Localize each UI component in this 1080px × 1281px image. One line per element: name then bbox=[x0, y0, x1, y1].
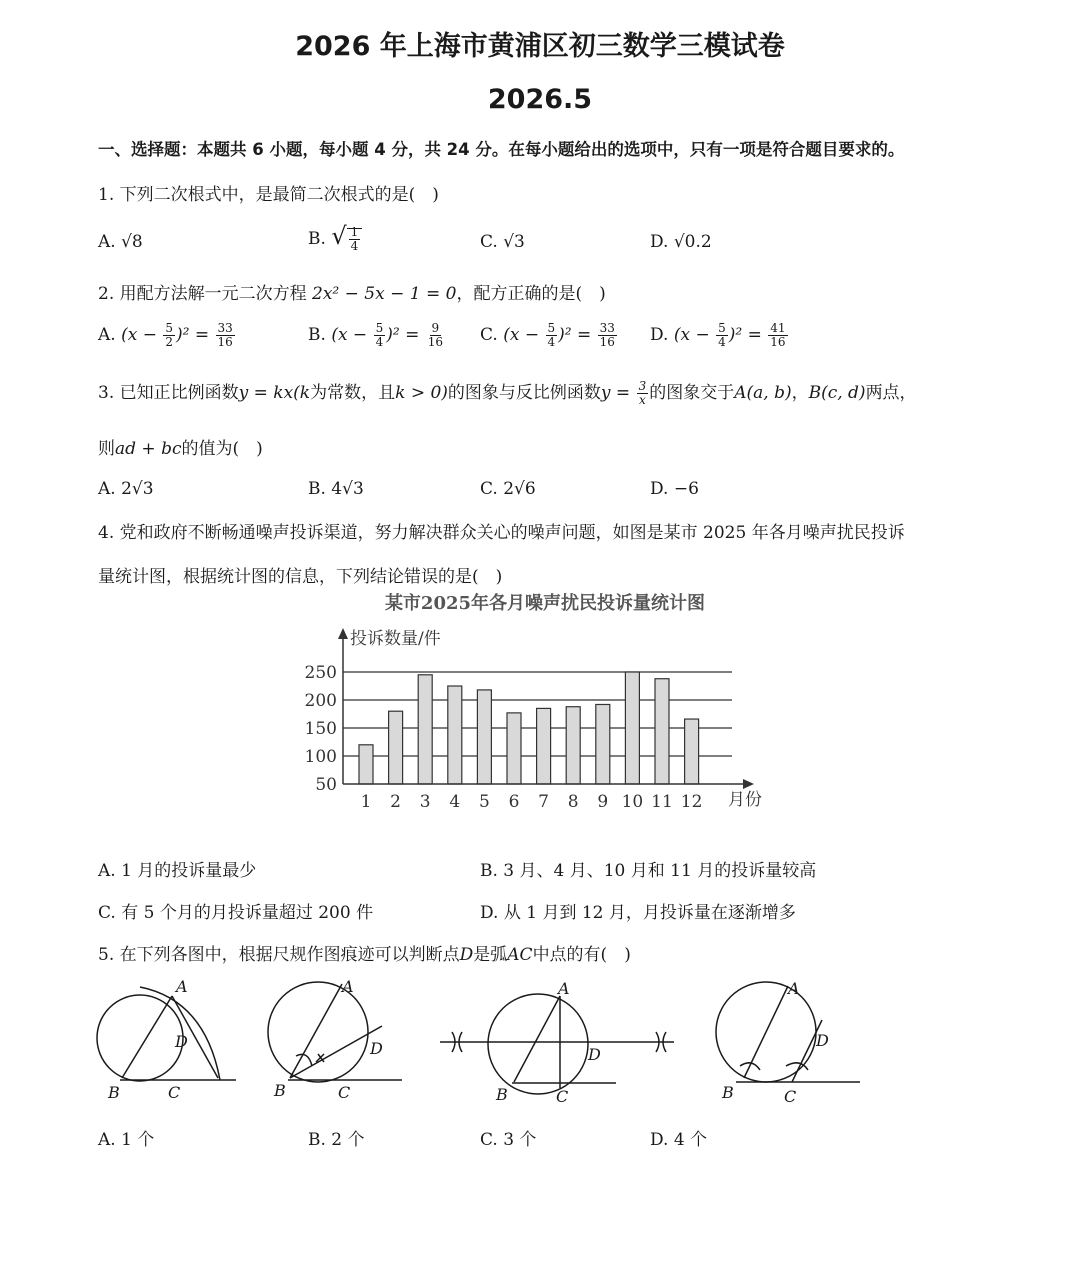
label-d: D bbox=[588, 1045, 601, 1064]
option-label: C. bbox=[480, 325, 498, 345]
q1-option-b bbox=[308, 222, 362, 253]
label-a: A bbox=[788, 979, 800, 998]
chart-title: 某市2025年各月噪声扰民投诉量统计图 bbox=[384, 593, 706, 614]
q5-math: AC bbox=[507, 945, 533, 965]
q4-option-c: C. 有 5 个月的月投诉量超过 200 件 bbox=[98, 903, 374, 923]
x-axis-arrow bbox=[743, 779, 754, 789]
bar bbox=[655, 679, 669, 784]
q3-option-b: B. 4√3 bbox=[308, 479, 364, 499]
q4-option-d: D. 从 1 月到 12 月，月投诉量在逐渐增多 bbox=[480, 903, 796, 923]
label-b: B bbox=[108, 1083, 120, 1102]
bar bbox=[537, 708, 551, 784]
x-tick-label: 3 bbox=[419, 792, 431, 812]
chord-ab bbox=[514, 996, 560, 1082]
option-expr: (x − bbox=[503, 325, 545, 345]
x-tick-label: 1 bbox=[360, 792, 372, 812]
q2-option-d bbox=[650, 322, 789, 349]
question-3-line2 bbox=[98, 434, 263, 459]
q2-option-a bbox=[98, 322, 236, 349]
inner-fraction bbox=[546, 322, 558, 349]
figure-2 bbox=[268, 977, 402, 1102]
option-expr: (x − bbox=[673, 325, 716, 345]
bar bbox=[359, 745, 373, 784]
option-expr: (x − bbox=[331, 325, 373, 345]
page-title: 2026 年上海市黄浦区初三数学三模试卷 bbox=[295, 31, 785, 62]
rhs-fraction bbox=[598, 322, 617, 349]
bar bbox=[418, 675, 432, 784]
frac-num: 1 bbox=[350, 225, 359, 239]
x-tick-label: 6 bbox=[508, 792, 520, 812]
x-tick-label: 4 bbox=[449, 792, 461, 812]
frac-num: 5 bbox=[718, 321, 726, 335]
option-expr: )² = bbox=[558, 325, 597, 345]
chord-ab bbox=[744, 986, 788, 1078]
frac-num: 3 bbox=[638, 379, 647, 393]
rhs-fraction bbox=[216, 322, 235, 349]
label-c: C bbox=[168, 1083, 181, 1102]
frac-num: 5 bbox=[547, 321, 556, 335]
question-2-stem bbox=[98, 279, 606, 304]
exam-date: 2026.5 bbox=[487, 84, 593, 115]
y-tick-label: 150 bbox=[304, 719, 337, 739]
y-tick-label: 200 bbox=[304, 691, 337, 711]
q2-option-b bbox=[308, 322, 446, 349]
question-4-line1: 4. 党和政府不断畅通噪声投诉渠道，努力解决群众关心的噪声问题，如图是某市 2025 年各月噪声扰民投诉 bbox=[98, 523, 905, 543]
option-expr: (x − bbox=[121, 325, 163, 345]
rhs-fraction bbox=[768, 322, 787, 349]
frac-den: 4 bbox=[718, 335, 726, 349]
label-c: C bbox=[338, 1083, 351, 1102]
q1-b-radicand bbox=[347, 225, 363, 253]
bar bbox=[507, 713, 521, 784]
y-tick-label: 50 bbox=[315, 775, 337, 795]
label-a: A bbox=[342, 977, 354, 996]
frac-num: 9 bbox=[431, 321, 440, 335]
y-tick-label: 100 bbox=[304, 747, 337, 767]
ray-cd bbox=[792, 1020, 822, 1082]
bar bbox=[389, 711, 403, 784]
q3-math: k > 0) bbox=[395, 383, 448, 403]
circle bbox=[268, 982, 368, 1082]
q3-fraction bbox=[637, 380, 649, 407]
label-d: D bbox=[370, 1039, 383, 1058]
sqrt-sign: √ bbox=[331, 222, 347, 250]
q5-text: 5. 在下列各图中，根据尺规作图痕迹可以判断点 bbox=[98, 945, 460, 965]
option-label: A. bbox=[98, 325, 116, 345]
rhs-fraction bbox=[426, 322, 445, 349]
frac-den: 16 bbox=[599, 335, 615, 349]
label-b: B bbox=[722, 1083, 734, 1102]
x-tick-label: 10 bbox=[621, 792, 644, 812]
inner-fraction bbox=[374, 322, 386, 349]
question-1-stem: 1. 下列二次根式中，是最简二次根式的是( ) bbox=[98, 185, 439, 205]
x-tick-label: 7 bbox=[538, 792, 550, 812]
inner-fraction bbox=[163, 322, 175, 349]
frac-num: 41 bbox=[770, 321, 786, 335]
q5-text: 是弧 bbox=[473, 945, 508, 965]
q3-text: 的图象交于 bbox=[649, 383, 735, 403]
label-b: B bbox=[496, 1085, 508, 1104]
x-tick-label: 12 bbox=[680, 792, 703, 812]
q1-option-c: C. √3 bbox=[480, 232, 525, 252]
q4-option-a: A. 1 月的投诉量最少 bbox=[98, 861, 257, 881]
bar bbox=[448, 686, 462, 784]
chart-xlabel: 月份 bbox=[728, 790, 762, 810]
label-c: C bbox=[784, 1087, 797, 1106]
q5-option-a: A. 1 个 bbox=[98, 1130, 155, 1150]
x-tick-label: 2 bbox=[390, 792, 402, 812]
frac-den: 16 bbox=[770, 335, 786, 349]
option-expr: )² = bbox=[386, 325, 425, 345]
x-tick-label: 9 bbox=[597, 792, 609, 812]
figure-4 bbox=[716, 979, 860, 1106]
y-tick-label: 250 bbox=[304, 663, 337, 683]
frac-num: 33 bbox=[599, 321, 615, 335]
q1-option-d: D. √0.2 bbox=[650, 232, 712, 252]
question-3-line1 bbox=[98, 378, 917, 407]
q5-option-d: D. 4 个 bbox=[650, 1130, 708, 1150]
q2-stem-post: ，配方正确的是( ) bbox=[456, 284, 606, 304]
q1-option-a: A. √8 bbox=[98, 232, 143, 252]
q3-math: B(c, d) bbox=[808, 383, 866, 403]
x-tick-label: 5 bbox=[478, 792, 490, 812]
circle bbox=[488, 994, 588, 1094]
question-4-line2: 量统计图，根据统计图的信息，下列结论错误的是( ) bbox=[98, 567, 503, 587]
q3-text: 的值为( ) bbox=[181, 439, 263, 459]
bar bbox=[685, 719, 699, 784]
label-d: D bbox=[175, 1032, 188, 1051]
option-label: D. bbox=[650, 325, 669, 345]
y-axis-arrow bbox=[338, 628, 348, 639]
frac-den: 2 bbox=[165, 335, 174, 349]
geometry-figures bbox=[0, 970, 1080, 1120]
q2-stem-pre: 2. 用配方法解一元二次方程 bbox=[98, 284, 313, 304]
circle bbox=[97, 995, 183, 1081]
frac-den: 16 bbox=[427, 335, 444, 349]
inner-fraction bbox=[716, 322, 728, 349]
frac-num: 5 bbox=[375, 321, 384, 335]
option-label: B. bbox=[308, 325, 326, 345]
bar bbox=[566, 707, 580, 784]
x-tick-label: 8 bbox=[567, 792, 579, 812]
q3-text: 为常数，且 bbox=[310, 383, 396, 403]
label-a: A bbox=[558, 979, 570, 998]
frac-num: 33 bbox=[217, 321, 233, 335]
q5-option-c: C. 3 个 bbox=[480, 1130, 537, 1150]
bar bbox=[477, 690, 491, 784]
figure-3 bbox=[440, 979, 674, 1106]
q3-math: y = bbox=[600, 383, 636, 403]
q5-text: 中点的有( ) bbox=[532, 945, 631, 965]
q3-math: y = kx(k bbox=[238, 383, 311, 403]
frac-den: 4 bbox=[547, 335, 556, 349]
q1-option-b-label: B. bbox=[308, 229, 326, 249]
q3-text: 的图象与反比例函数 bbox=[447, 383, 601, 403]
x-tick-label: 11 bbox=[651, 792, 673, 812]
q3-text: ， bbox=[791, 383, 809, 403]
frac-num: 5 bbox=[165, 321, 174, 335]
bar-chart bbox=[0, 588, 1080, 828]
option-expr: )² = bbox=[728, 325, 768, 345]
q4-option-b: B. 3 月、4 月、10 月和 11 月的投诉量较高 bbox=[480, 861, 817, 881]
frac-den: 16 bbox=[217, 335, 233, 349]
option-expr: )² = bbox=[176, 325, 215, 345]
q3-option-d: D. −6 bbox=[650, 479, 699, 499]
q5-option-b: B. 2 个 bbox=[308, 1130, 365, 1150]
label-b: B bbox=[274, 1081, 286, 1100]
q5-math: D bbox=[459, 945, 474, 965]
label-a: A bbox=[176, 977, 188, 996]
figure-1 bbox=[97, 977, 236, 1102]
q3-math: A(a, b) bbox=[734, 383, 792, 403]
frac-den: 4 bbox=[350, 239, 359, 253]
question-5-stem bbox=[98, 940, 631, 965]
section-heading: 一、选择题：本题共 6 小题，每小题 4 分，共 24 分。在每小题给出的选项中，只有一项是符合题目要求的。 bbox=[98, 140, 905, 159]
label-d: D bbox=[816, 1031, 829, 1050]
bar bbox=[625, 672, 639, 784]
chord-ab bbox=[122, 996, 172, 1078]
q2-equation: 2x² − 5x − 1 = 0 bbox=[312, 284, 457, 304]
q3-text: 3. 已知正比例函数 bbox=[98, 383, 239, 403]
q2-option-c bbox=[480, 322, 618, 349]
q3-option-a: A. 2√3 bbox=[98, 479, 154, 499]
q3-math: ad + bc bbox=[115, 439, 182, 459]
chart-ylabel: 投诉数量/件 bbox=[350, 629, 441, 649]
frac-den: x bbox=[639, 393, 646, 407]
q3-text: 两点， bbox=[865, 383, 917, 403]
bar bbox=[596, 704, 610, 784]
label-c: C bbox=[556, 1087, 569, 1106]
q3-option-c: C. 2√6 bbox=[480, 479, 536, 499]
frac-den: 4 bbox=[375, 335, 384, 349]
q3-text: 则 bbox=[98, 439, 115, 459]
